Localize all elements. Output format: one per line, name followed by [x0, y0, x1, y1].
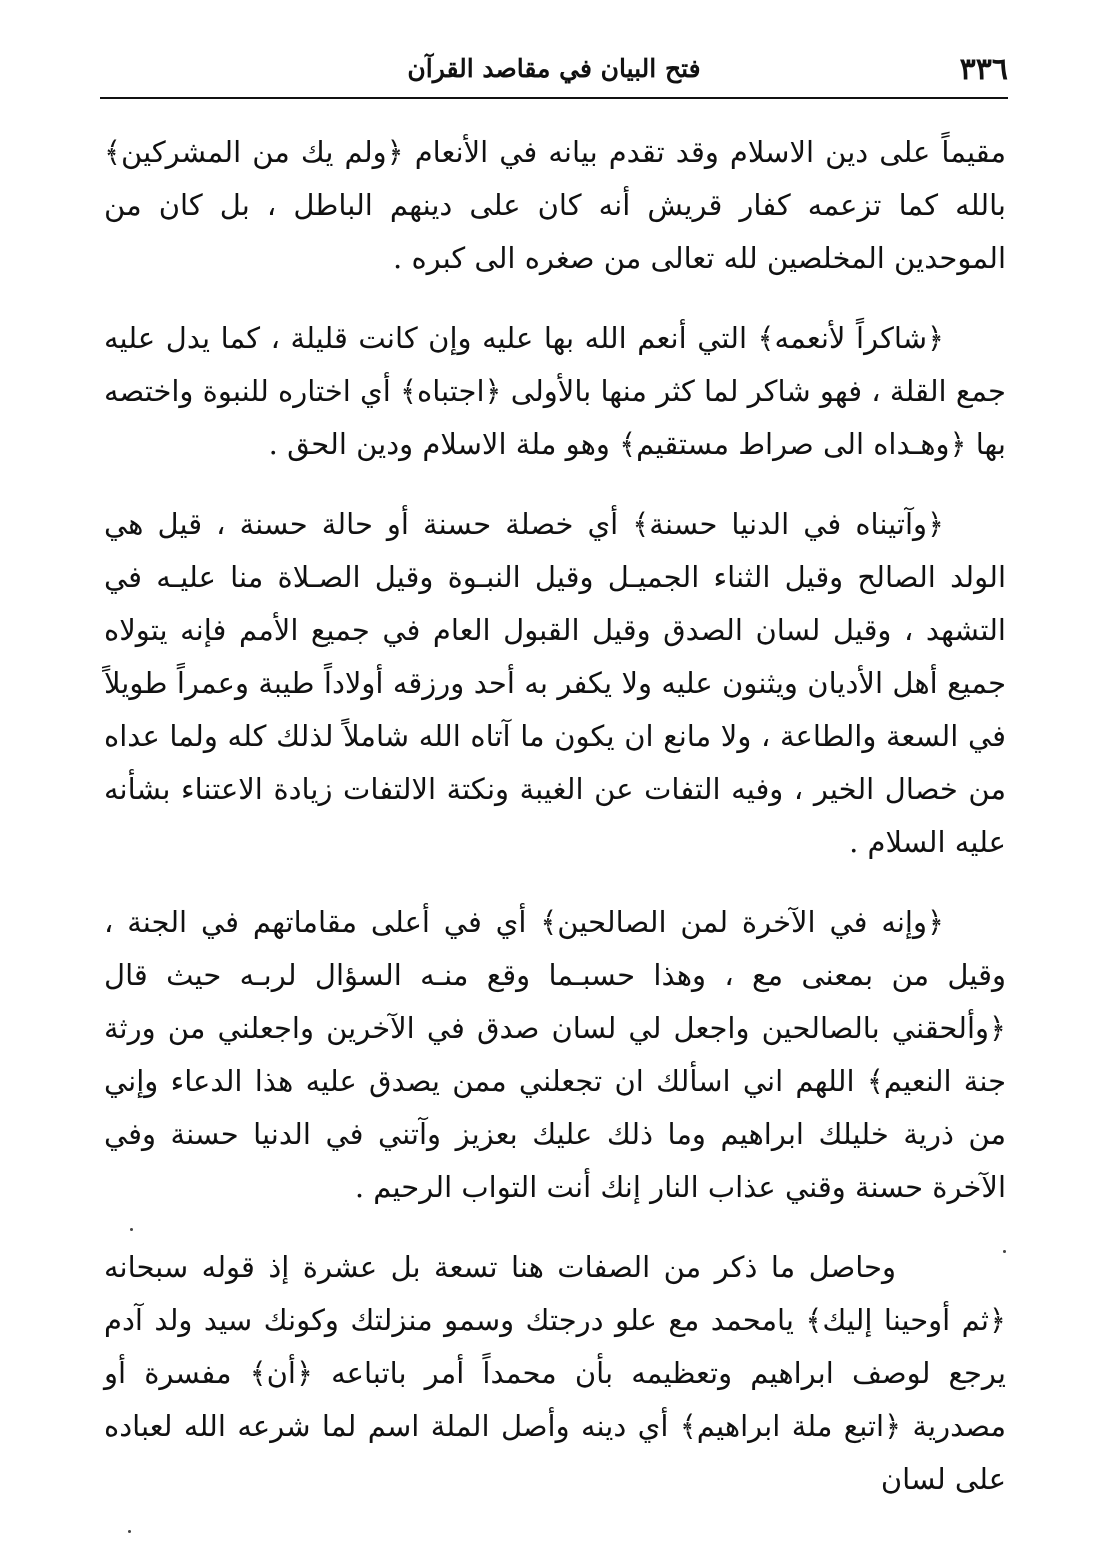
paragraph-2: ﴿شاكراً لأنعمه﴾ التي أنعم الله بها عليه وإن كانت قليلة ، كما يدل عليه جمع القلة ، فهو شاكر لما كثر منها بالأولى ﴿اجتباه﴾ أي اختاره للنبوة واختصه بها ﴿وهـداه الى صراط مستقيم﴾ وهو ملة الاسلام ودين الحق .	[104, 321, 1006, 461]
scan-speck	[128, 1530, 131, 1533]
page-header	[100, 50, 1008, 98]
header-rule	[100, 97, 1008, 99]
paragraph-4: ﴿وإنه في الآخرة لمن الصالحين﴾ أي في أعلى مقاماتهم في الجنة ، وقيل من بمعنى مع ، وهذا حسبـما وقع منـه السؤال لربـه حيث قال ﴿وألحقني بالصالحين واجعل لي لسان صدق في الآخرين واجعلني من ورثة جنة النعيم﴾ اللهم اني اسألك ان تجعلني ممن يصدق عليه هذا الدعاء وإني من ذرية خليلك ابراهيم وما ذلك عليك بعزيز وآتني في الدنيا حسنة وفي الآخرة حسنة وقني عذاب النار إنك أنت التواب الرحيم .	[104, 905, 1006, 1204]
paragraph-5: وحاصل ما ذكر من الصفات هنا تسعة بل عشرة إذ قوله سبحانه ﴿ثم أوحينا إليك﴾ يامحمد مع علو درجتك وسمو منزلتك وكونك سيد ولد آدم يرجع لوصف ابراهيم وتعظيمه بأن محمداً أمر باتباعه ﴿أن﴾ مفسرة أو مصدرية ﴿اتبع ملة ابراهيم﴾ أي دينه وأصل الملة اسم لما شرعه الله لعباده على لسان	[104, 1250, 1006, 1496]
running-title: فتح البيان في مقاصد القرآن	[407, 54, 701, 83]
scan-speck	[1003, 1250, 1006, 1253]
scan-speck	[130, 1228, 133, 1231]
body-text	[104, 126, 1006, 1533]
paragraph-1: مقيماً على دين الاسلام وقد تقدم بيانه في الأنعام ﴿ولم يك من المشركين﴾ بالله كما تزعمه كفار قريش أنه كان على دينهم الباطل ، بل كان من الموحدين المخلصين لله تعالى من صغره الى كبره .	[104, 135, 1006, 275]
paragraph-3: ﴿وآتيناه في الدنيا حسنة﴾ أي خصلة حسنة أو حالة حسنة ، قيل هي الولد الصالح وقيل الثناء الجميـل وقيل النبـوة وقيل الصـلاة منا عليـه في التشهد ، وقيل لسان الصدق وقيل القبول العام في جميع الأمم فإنه يتولاه جميع أهل الأديان ويثنون عليه ولا يكفر به أحد ورزقه أولاداً طيبة وعمراً طويلاً في السعة والطاعة ، ولا مانع ان يكون ما آتاه الله شاملاً لذلك كله ولما عداه من خصال الخير ، وفيه التفات عن الغيبة ونكتة الالتفات زيادة الاعتناء بشأنه عليه السلام .	[104, 507, 1006, 859]
page-number: ٣٣٦	[959, 52, 1008, 87]
